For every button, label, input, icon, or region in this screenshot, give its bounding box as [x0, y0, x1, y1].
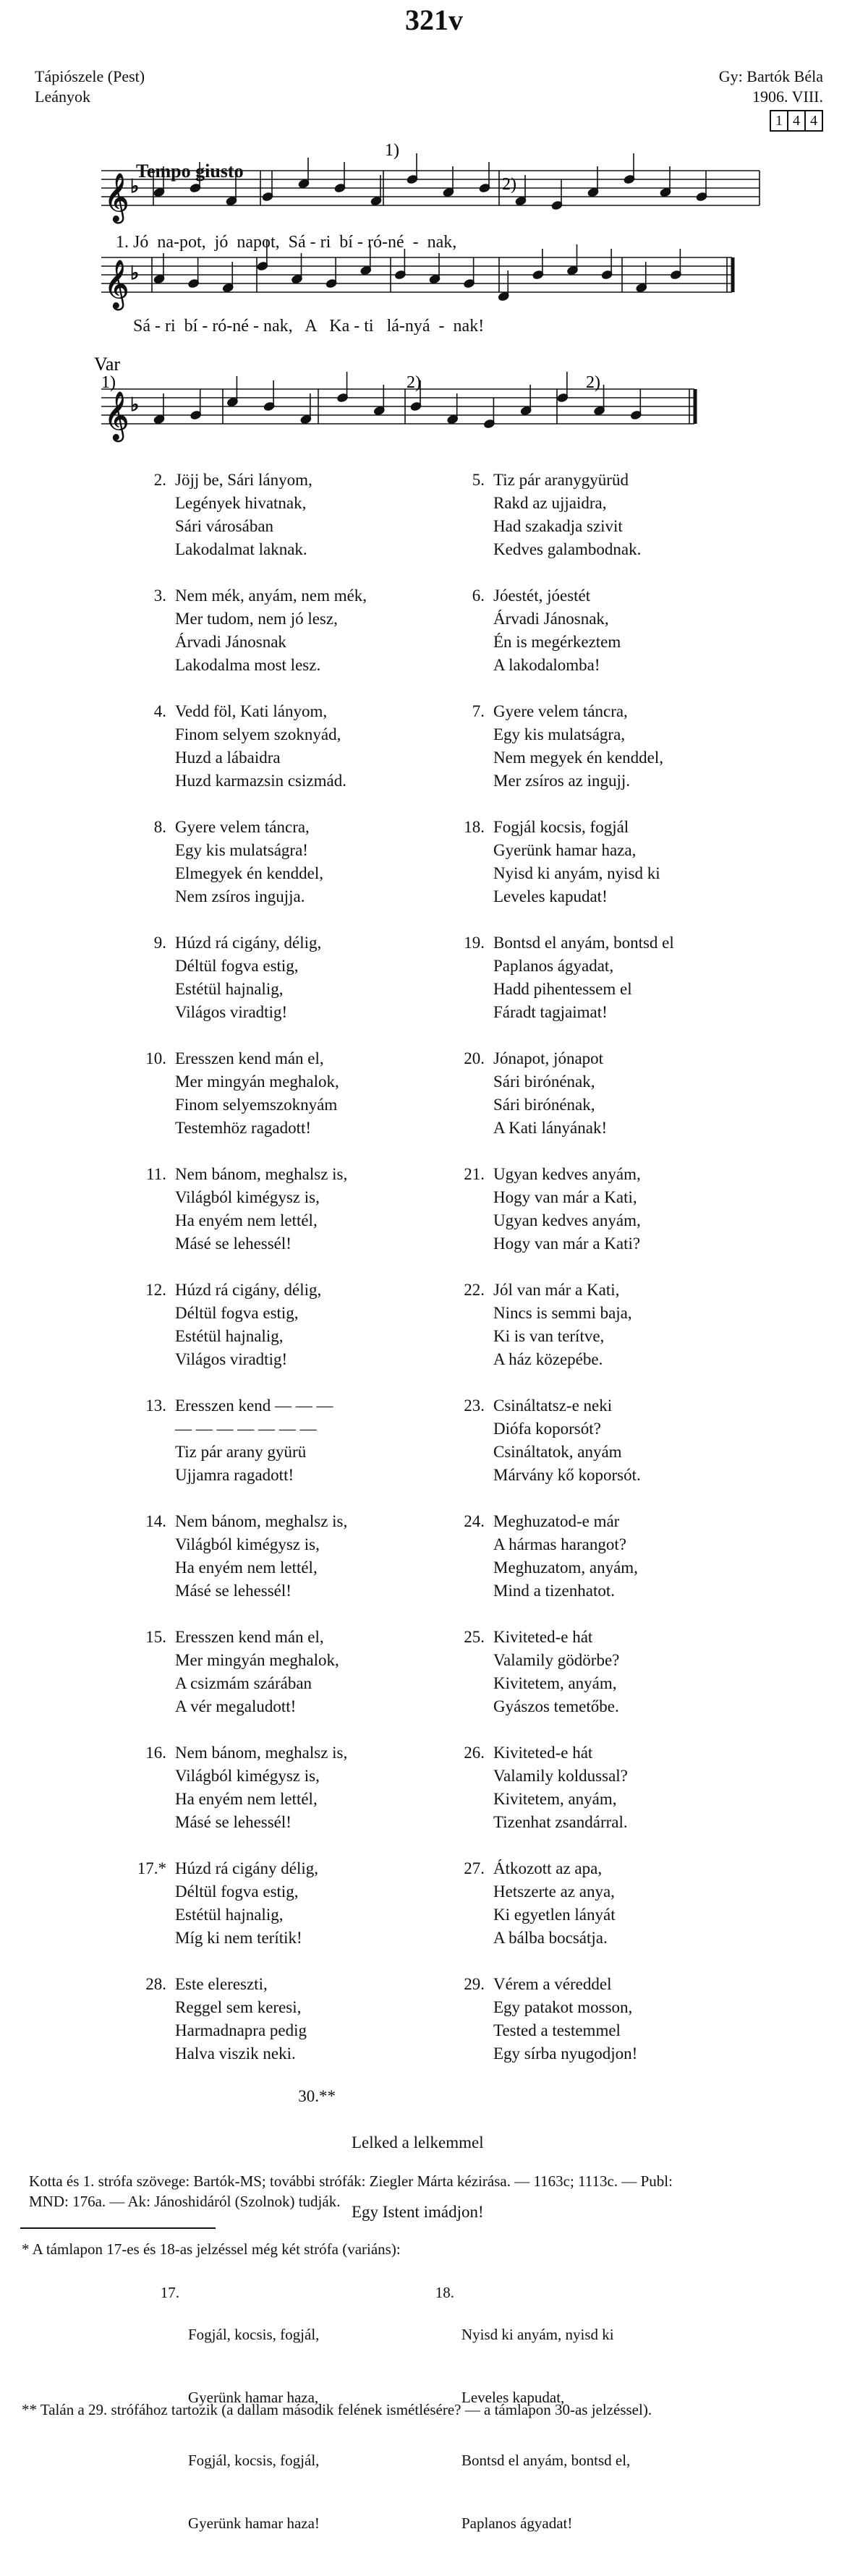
strophe-line: Lakodalmat laknak. [175, 540, 307, 558]
location-performers: Leányok [35, 88, 90, 106]
mark-4: 2) [407, 373, 421, 392]
strophe-line: Ki egyetlen lányát [493, 1906, 616, 1924]
strophe-line: Estétül hajnalig, [175, 1906, 284, 1924]
strophe-line: Gyerünk hamar haza, [493, 841, 637, 859]
strophe-30-number: 30.** [298, 2087, 336, 2105]
strophe-line: Vedd föl, Kati lányom, [175, 702, 328, 720]
source-line-2: MND: 176a. — Ak: Jánoshidáról (Szolnok) tudják. [29, 2193, 341, 2210]
variant-17-line-1: Fogjál, kocsis, fogjál, [188, 2326, 320, 2343]
strophe-line: Jóestét, jóestét [493, 587, 591, 605]
strophe-line: Sári birónénak, [493, 1096, 595, 1114]
treble-clef-icon: 𝄞 [104, 391, 129, 440]
strophe-number: 11. [146, 1165, 166, 1183]
strophe-line: Világos viradtig! [175, 1003, 288, 1021]
class-box-3: 4 [804, 110, 823, 132]
strophe-line: Tizenhat zsandárral. [493, 1813, 628, 1831]
strophe-line: Este elereszti, [175, 1975, 268, 1993]
footnote-2: ** Talán a 29. strófához tartozik (a dallam második felének ismétlésére? — a támlapon 30-as jelzéssel). [22, 2401, 652, 2418]
strophe-line: Diófa koporsót? [493, 1420, 601, 1438]
strophe-number: 26. [464, 1744, 485, 1762]
page-title: 321v [405, 4, 463, 36]
strophe-line: Világból kimégysz is, [175, 1535, 320, 1553]
strophe-number: 10. [145, 1049, 166, 1067]
variant-18-number: 18. [435, 2284, 454, 2301]
strophe-number: 18. [464, 818, 485, 836]
strophe-line: Jónapot, jónapot [493, 1049, 604, 1067]
strophe-number: 27. [464, 1859, 485, 1877]
variant-18-line-4: Paplanos ágyadat! [461, 2515, 573, 2532]
mark-5: 2) [586, 373, 600, 392]
strophe-line: Tiz pár arany gyürü [175, 1443, 307, 1461]
strophe-number: 15. [145, 1628, 166, 1646]
flat-icon: ♭ [130, 176, 140, 197]
strophe-line: A lakodalomba! [493, 656, 600, 674]
strophe-line: Elmegyek én kenddel, [175, 864, 324, 882]
variant-18-line-1: Nyisd ki anyám, nyisd ki [461, 2326, 614, 2343]
strophe-line: Árvadi Jánosnak, [493, 610, 609, 628]
strophe-line: Világból kimégysz is, [175, 1188, 320, 1206]
strophe-line: Legények hivatnak, [175, 494, 307, 512]
variant-18-line-2: Leveles kapudat, [461, 2389, 565, 2406]
strophe-number: 29. [464, 1975, 485, 1993]
strophe-line: Kiviteted-e hát [493, 1628, 593, 1646]
strophe-number: 19. [464, 934, 485, 952]
source-note [29, 2171, 846, 2212]
strophe-line: Mer zsíros az ingujj. [493, 772, 631, 790]
strophe-line: — — — — — — — [175, 1420, 317, 1438]
strophe-number: 14. [145, 1512, 166, 1530]
strophe-line: Egy kis mulatságra, [493, 725, 626, 743]
strophe-line: Csináltatsz-e neki [493, 1396, 613, 1415]
strophe-30-line-1: Lelked a lelkemmel [352, 2133, 484, 2151]
strophe-line: Gyászos temetőbe. [493, 1697, 619, 1715]
strophe-line: Finom selyemszoknyám [175, 1096, 338, 1114]
location-place: Tápiószele (Pest) [35, 67, 145, 85]
strophe-line: Nyisd ki anyám, nyisd ki [493, 864, 660, 882]
strophe-line: Ha enyém nem lettél, [175, 1211, 318, 1229]
strophe-number: 7. [472, 702, 485, 720]
strophe-number: 4. [153, 702, 166, 720]
strophe-line: Hetszerte az anya, [493, 1882, 615, 1901]
strophe-line: Mind a tizenhatot. [493, 1582, 615, 1600]
music-score [0, 0, 868, 448]
strophe-line: Árvadi Jánosnak [175, 633, 286, 651]
strophe-number: 17.* [137, 1859, 166, 1877]
strophe-number: 8. [153, 818, 166, 836]
lyrics-line-1: 1. Jó na-pot, jó napot, Sá - ri bí - ró-né - nak, [116, 233, 457, 252]
strophe-line: Huzd a lábaidra [175, 749, 281, 767]
strophe-line: Nem megyek én kenddel, [493, 749, 664, 767]
strophe-line: Vérem a véreddel [493, 1975, 612, 1993]
strophe-line: Mer mingyán meghalok, [175, 1072, 339, 1091]
mark-3: 1) [101, 373, 116, 392]
strophe-line: Húzd rá cigány, délig, [175, 1281, 322, 1299]
strophe-line: Sári városában [175, 517, 274, 535]
strophe-line: Márvány kő koporsót. [493, 1466, 641, 1484]
strophe-line: Hogy van már a Kati? [493, 1234, 641, 1253]
footnote-divider [20, 2227, 216, 2229]
strophe-line: Nem bánom, meghalsz is, [175, 1165, 348, 1183]
strophe-line: Eresszen kend mán el, [175, 1628, 324, 1646]
strophe-30-line-2: Egy Istent imádjon! [352, 2203, 484, 2221]
strophe-line: Nem bánom, meghalsz is, [175, 1512, 348, 1530]
strophe-line: Én is megérkeztem [493, 633, 621, 651]
strophe-line: Egy sírba nyugodjon! [493, 2044, 638, 2063]
strophe-line: Gyere velem táncra, [175, 818, 310, 836]
collection-date: 1906. VIII. [752, 88, 823, 106]
strophe-line: Reggel sem keresi, [175, 1998, 302, 2016]
strophe-line: Déltül fogva estig, [175, 957, 299, 975]
var-label: Var [94, 354, 121, 375]
strophe-number: 5. [472, 471, 485, 489]
strophe-line: A bálba bocsátja. [493, 1929, 608, 1947]
strophe-number: 12. [145, 1281, 166, 1299]
strophe-line: Meghuzatod-e már [493, 1512, 620, 1530]
variant-17-line-2: Gyerünk hamar haza, [188, 2389, 319, 2406]
strophe-number: 20. [464, 1049, 485, 1067]
strophe-line: Jól van már a Kati, [493, 1281, 620, 1299]
strophe-line: Huzd karmazsin csizmád. [175, 772, 346, 790]
strophe-line: Bontsd el anyám, bontsd el [493, 934, 674, 952]
strophe-line: Mer tudom, nem jó lesz, [175, 610, 338, 628]
strophe-line: Gyere velem táncra, [493, 702, 628, 720]
strophe-number: 2. [153, 471, 166, 489]
strophe-line: Hogy van már a Kati, [493, 1188, 637, 1206]
variant-17-line-4: Gyerünk hamar haza! [188, 2515, 320, 2532]
strophe-line: A hármas harangot? [493, 1535, 626, 1553]
strophe-number: 13. [145, 1396, 166, 1415]
strophe-line: Nem bánom, meghalsz is, [175, 1744, 348, 1762]
footnote-1: * A támlapon 17-es és 18-as jelzéssel még két strófa (variáns): [22, 2240, 401, 2258]
strophe-line: Húzd rá cigány délig, [175, 1859, 318, 1877]
strophe-number: 23. [464, 1396, 485, 1415]
strophe-line: Húzd rá cigány, délig, [175, 934, 322, 952]
strophe-number: 21. [464, 1165, 485, 1183]
strophe-line: Testemhöz ragadott! [175, 1119, 312, 1137]
strophe-line: Valamily koldussal? [493, 1767, 628, 1785]
strophe-line: Ujjamra ragadott! [175, 1466, 294, 1484]
strophe-line: Világból kimégysz is, [175, 1767, 320, 1785]
treble-clef-icon: 𝄞 [104, 172, 129, 221]
variant-18-line-3: Bontsd el anyám, bontsd el, [461, 2452, 631, 2469]
strophe-line: Egy patakot mosson, [493, 1998, 633, 2016]
strophe-number: 28. [145, 1975, 166, 1993]
strophe-line: Fáradt tagjaimat! [493, 1003, 608, 1021]
strophe-line: A ház közepébe. [493, 1350, 603, 1368]
strophe-number: 25. [464, 1628, 485, 1646]
strophe-line: Jöjj be, Sári lányom, [175, 471, 312, 489]
strophe-line: Meghuzatom, anyám, [493, 1558, 638, 1577]
source-line-1: Kotta és 1. strófa szövege: Bartók-MS; további strófák: Ziegler Márta kézirása. — 1163c; 1113c. — Publ: [29, 2172, 673, 2190]
strophe-line: Leveles kapudat! [493, 887, 608, 905]
strophe-number: 22. [464, 1281, 485, 1299]
mark-2: 2) [502, 175, 516, 194]
strophe-line: Másé se lehessél! [175, 1813, 292, 1831]
strophe-line: Estétül hajnalig, [175, 980, 284, 998]
strophe-line: Déltül fogva estig, [175, 1882, 299, 1901]
strophe-number: 24. [464, 1512, 485, 1530]
strophe-number: 6. [472, 587, 485, 605]
strophe-line: Tiz pár aranygyürüd [493, 471, 629, 489]
strophe-line: Fogjál kocsis, fogjál [493, 818, 629, 836]
strophe-line: Paplanos ágyadat, [493, 957, 614, 975]
strophe-line: Átkozott az apa, [493, 1859, 603, 1877]
strophe-line: Kiviteted-e hát [493, 1744, 593, 1762]
strophe-line: Sári birónénak, [493, 1072, 595, 1091]
strophe-line: Ha enyém nem lettél, [175, 1558, 318, 1577]
strophe-line: Eresszen kend mán el, [175, 1049, 324, 1067]
strophe-number: 16. [145, 1744, 166, 1762]
strophe-number: 9. [153, 934, 166, 952]
strophe-line: Lakodalma most lesz. [175, 656, 321, 674]
strophe-line: Ki is van terítve, [493, 1327, 605, 1345]
strophe-line: Valamily gödörbe? [493, 1651, 620, 1669]
strophe-line: Ugyan kedves anyám, [493, 1211, 641, 1229]
lyrics-line-2: Sá - ri bí - ró-né - nak, A Ka - ti lá-nyá - nak! [133, 317, 485, 336]
strophe-line: Másé se lehessél! [175, 1234, 292, 1253]
strophe-line: Kedves galambodnak. [493, 540, 642, 558]
strophe-line: Kivitetem, anyám, [493, 1790, 617, 1808]
strophe-line: Ugyan kedves anyám, [493, 1165, 641, 1183]
collector-name: Gy: Bartók Béla [718, 67, 823, 85]
strophe-line: Míg ki nem terítik! [175, 1929, 302, 1947]
flat-icon: ♭ [130, 394, 140, 416]
strophe-line: A Kati lányának! [493, 1119, 608, 1137]
strophe-line: Déltül fogva estig, [175, 1304, 299, 1322]
flat-icon: ♭ [130, 263, 140, 284]
strophe-line: Másé se lehessél! [175, 1582, 292, 1600]
strophe-line: Csináltatok, anyám [493, 1443, 622, 1461]
strophe-line: A csizmám szárában [175, 1674, 312, 1692]
strophe-line: Nem mék, anyám, nem mék, [175, 587, 367, 605]
strophe-line: Kivitetem, anyám, [493, 1674, 617, 1692]
strophe-line: Világos viradtig! [175, 1350, 288, 1368]
variant-17-line-3: Fogjál, kocsis, fogjál, [188, 2452, 320, 2469]
strophe-line: Hadd pihentessem el [493, 980, 632, 998]
class-box-1: 1 [770, 110, 788, 132]
strophe-line: Nem zsíros ingujja. [175, 887, 305, 905]
strophe-line: Halva viszik neki. [175, 2044, 296, 2063]
strophe-line: Mer mingyán meghalok, [175, 1651, 339, 1669]
strophe-line: Egy kis mulatságra! [175, 841, 308, 859]
strophe-line: Harmadnapra pedig [175, 2021, 307, 2039]
mark-1: 1) [385, 141, 399, 160]
treble-clef-icon: 𝄞 [104, 259, 129, 308]
strophe-line: Tested a testemmel [493, 2021, 621, 2039]
strophe-number: 3. [153, 587, 166, 605]
strophe-line: A vér megaludott! [175, 1697, 297, 1715]
strophe-line: Estétül hajnalig, [175, 1327, 284, 1345]
strophe-line: Nincs is semmi baja, [493, 1304, 632, 1322]
strophe-line: Rakd az ujjaidra, [493, 494, 607, 512]
tempo-marking: Tempo giusto [136, 161, 244, 182]
strophe-line: Had szakadja szivit [493, 517, 623, 535]
class-box-2: 4 [787, 110, 806, 132]
strophe-line: Finom selyem szoknyád, [175, 725, 341, 743]
variant-17-number: 17. [160, 2284, 179, 2301]
strophe-line: Eresszen kend — — — [175, 1396, 333, 1415]
strophe-line: Ha enyém nem lettél, [175, 1790, 318, 1808]
